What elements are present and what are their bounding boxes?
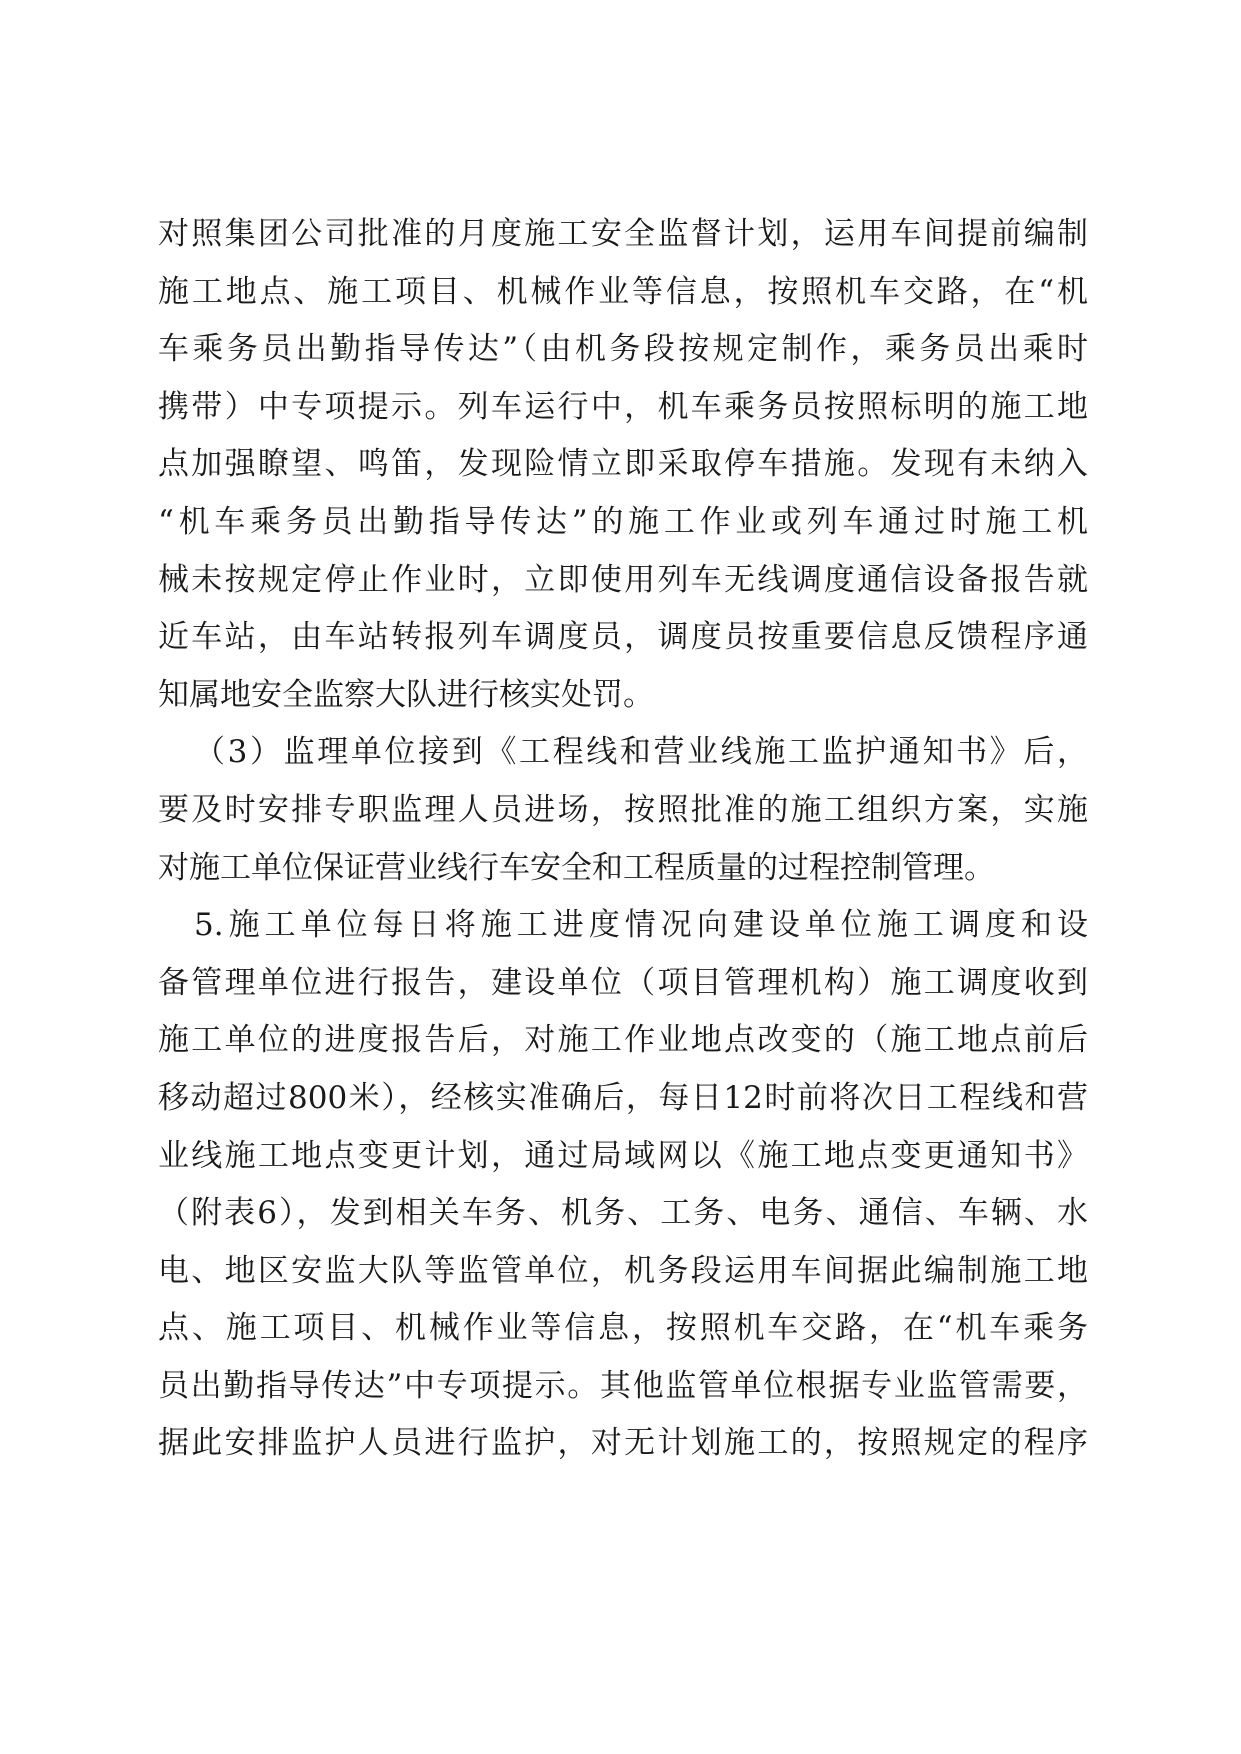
text-line: 对照集团公司批准的月度施工安全监督计划，运用车间提前编制 [158, 216, 1088, 252]
text-line: （3）监理单位接到《工程线和营业线施工监护通知书》后， [194, 734, 1088, 771]
text-line: 据此安排监护人员进行监护，对无计划施工的，按照规定的程序 [158, 1425, 1088, 1462]
text-line: 车乘务员出勤指导传达”（由机务段按规定制作，乘务员出乘时 [158, 331, 1088, 368]
text-line: 点加强瞭望、鸣笛，发现险情立即采取停车措施。发现有未纳入 [158, 446, 1088, 483]
body-text [158, 206, 1088, 1473]
text-line: 携带）中专项提示。列车运行中，机车乘务员按照标明的施工地 [158, 388, 1088, 425]
text-line: 施工单位的进度报告后，对施工作业地点改变的（施工地点前后 [158, 1022, 1088, 1059]
text-line: 移动超过800米），经核实准确后，每日12时前将次日工程线和营 [158, 1079, 1088, 1116]
text-line: 对施工单位保证营业线行车安全和工程质量的过程控制管理。 [158, 849, 995, 886]
text-line: （附表6），发到相关车务、机务、工务、电务、通信、车辆、水 [158, 1195, 1088, 1232]
text-line: 近车站，由车站转报列车调度员，调度员按重要信息反馈程序通 [158, 619, 1088, 656]
text-line: 员出勤指导传达”中专项提示。其他监管单位根据专业监管需要， [158, 1367, 1088, 1404]
text-line: 业线施工地点变更计划，通过局域网以《施工地点变更通知书》 [158, 1137, 1088, 1174]
text-line: 备管理单位进行报告，建设单位（项目管理机构）施工调度收到 [158, 964, 1088, 1001]
text-line: “机车乘务员出勤指导传达”的施工作业或列车通过时施工机 [158, 503, 1088, 540]
text-line: 要及时安排专职监理人员进场，按照批准的施工组织方案，实施 [158, 791, 1088, 828]
text-line: 5.施工单位每日将施工进度情况向建设单位施工调度和设 [194, 907, 1088, 944]
text-line: 械未按规定停止作业时，立即使用列车无线调度通信设备报告就 [158, 561, 1088, 598]
text-line: 电、地区安监大队等监管单位，机务段运用车间据此编制施工地 [158, 1252, 1088, 1289]
text-line: 知属地安全监察大队进行核实处罚。 [158, 676, 654, 713]
text-line: 点、施工项目、机械作业等信息，按照机车交路，在“机车乘务 [158, 1310, 1088, 1347]
text-line: 施工地点、施工项目、机械作业等信息，按照机车交路，在“机 [158, 273, 1088, 310]
